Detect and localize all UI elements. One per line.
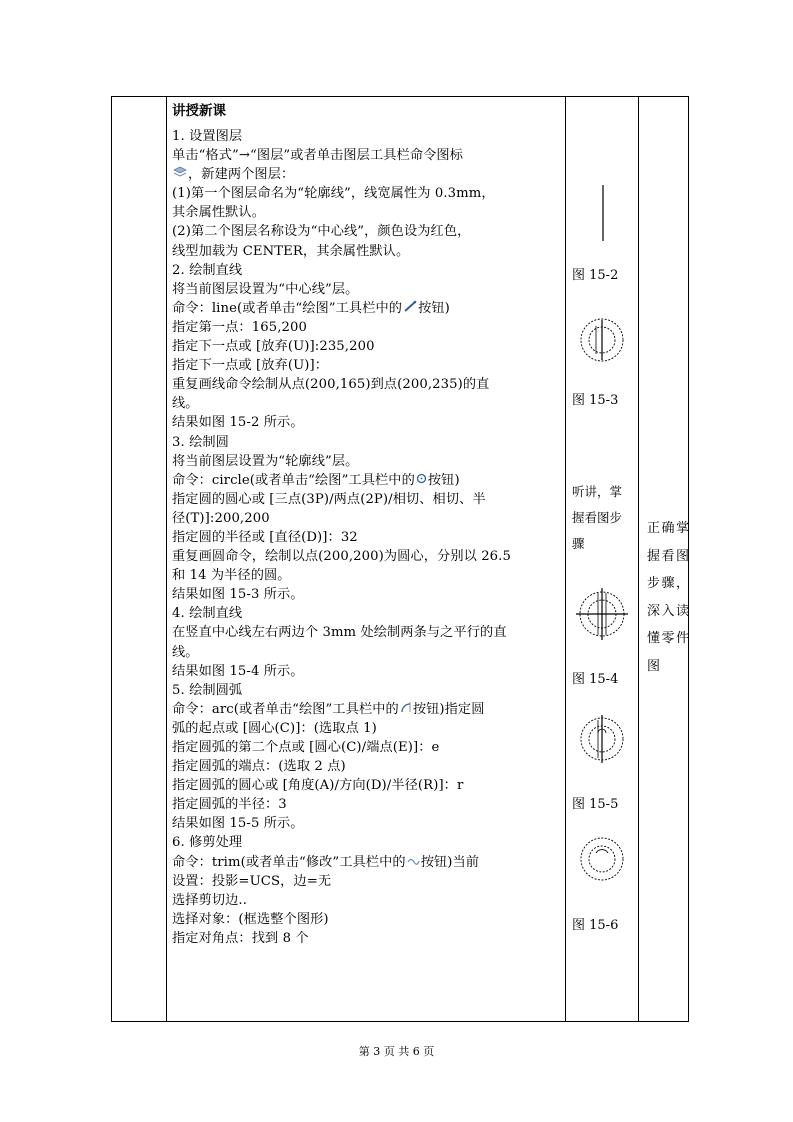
text-line: 重复画圆命令，绘制以点(200,200)为圆心，分别以 26.5 — [172, 549, 511, 565]
text-line: 2. 绘制直线 — [172, 262, 243, 278]
layer-manager-icon — [173, 165, 187, 184]
text-line: 和 14 为半径的圆。 — [172, 568, 291, 584]
text-line — [172, 165, 565, 184]
text-line: (2)第二个图层名称设为“中心线”，颜色设为红色， — [172, 224, 471, 240]
text-line: 结果如图 15-5 所示。 — [172, 816, 304, 832]
page-footer: 第 3 页 共 6 页 — [358, 1045, 435, 1058]
text-line: 弧的起点或 [圆心(C)]：(选取点 1) — [172, 720, 377, 736]
text-line: 线型加载为 CENTER，其余属性默认。 — [172, 243, 410, 259]
figure-15-2-drawing — [596, 185, 610, 243]
figure-15-6-label: 图 15-6 — [572, 918, 619, 933]
text-fragment: ，新建两个图层： — [188, 167, 295, 183]
figure-15-2-label: 图 15-2 — [572, 268, 619, 283]
text-line: 指定圆弧的半径：3 — [172, 797, 287, 813]
teaching-goal: 正确掌握看图步骤，深入读懂零件图 — [647, 521, 689, 674]
text-line: 指定圆弧的第二个点或 [圆心(C)/端点(E)]：e — [172, 740, 440, 755]
text-line — [172, 299, 565, 318]
text-line: 3. 绘制圆 — [172, 434, 229, 450]
text-line: 指定圆弧的端点：(选取 2 点) — [172, 759, 346, 775]
line-tool-icon — [403, 299, 417, 318]
figure-15-4-label: 图 15-4 — [572, 672, 619, 687]
text-fragment: 命令：trim(或者单击“修改”工具栏中的 — [172, 854, 406, 870]
text-fragment: 命令：arc(或者单击“绘图”工具栏中的 — [172, 701, 399, 717]
figure-15-3-label: 图 15-3 — [572, 393, 619, 408]
text-line: 重复画线命令绘制从点(200,165)到点(200,235)的直 — [172, 377, 490, 393]
text-fragment: 按钮)指定圆 — [412, 701, 485, 717]
text-line: 其余属性默认。 — [172, 205, 266, 221]
text-fragment: 按钮) — [418, 300, 450, 316]
text-line: 选择对象：(框选整个图形) — [172, 911, 329, 927]
text-line: 指定圆弧的圆心或 [角度(A)/方向(D)/半径(R)]：r — [172, 778, 464, 794]
text-line: 指定圆的半径或 [直径(D)]：32 — [172, 529, 358, 545]
text-line: 6. 修剪处理 — [172, 835, 243, 851]
text-line: (1)第一个图层命名为“轮廓线”，线宽属性为 0.3mm， — [172, 186, 495, 202]
text-line — [172, 471, 565, 490]
text-line: 选择剪切边.. — [172, 892, 248, 908]
text-fragment: 按钮) — [427, 472, 460, 488]
text-line: 设置：投影=UCS，边=无 — [172, 873, 332, 889]
figures-cell — [566, 97, 639, 1022]
text-line: 1. 设置图层 — [172, 129, 243, 144]
lesson-content-cell — [167, 97, 566, 1022]
text-line — [172, 700, 565, 719]
text-line: 结果如图 15-2 所示。 — [172, 415, 304, 431]
text-line: 在竖直中心线左右两边个 3mm 处绘制两条与之平行的直 — [172, 625, 507, 641]
trim-tool-icon — [407, 853, 420, 872]
text-line: 结果如图 15-4 所示。 — [172, 663, 304, 679]
text-line: 线。 — [172, 644, 199, 660]
figure-15-5-label: 图 15-5 — [572, 797, 619, 812]
text-line: 单击“格式”→“图层”或者单击图层工具栏命令图标 — [172, 148, 463, 164]
text-line: 将当前图层设置为“中心线”层。 — [172, 281, 359, 297]
text-fragment: 按钮)当前 — [420, 854, 480, 870]
circle-tool-icon — [416, 471, 427, 490]
figure-15-4-drawing — [574, 585, 630, 643]
teaching-note: 听讲，掌握看图步骤 — [572, 484, 623, 551]
text-line: 指定圆的圆心或 [三点(3P)/两点(2P)/相切、相切、半 — [172, 491, 486, 507]
text-line: 结果如图 15-3 所示。 — [172, 587, 304, 603]
lesson-table — [111, 96, 689, 1022]
text-line: 指定第一点：165,200 — [172, 319, 307, 335]
text-line — [172, 853, 565, 872]
text-line: 指定对角点：找到 8 个 — [172, 930, 309, 946]
lesson-body — [172, 127, 565, 948]
goal-cell — [639, 97, 689, 1022]
text-fragment: 命令：line(或者单击“绘图”工具栏中的 — [172, 300, 403, 316]
figure-15-6-drawing — [576, 831, 628, 887]
arc-tool-icon — [400, 700, 412, 719]
text-line: 线。 — [172, 396, 199, 412]
text-fragment: 命令：circle(或者单击“绘图”工具栏中的 — [172, 472, 415, 488]
text-line: 5. 绘制圆弧 — [172, 682, 243, 698]
text-line: 径(T)]:200,200 — [172, 510, 270, 526]
figure-15-5-drawing — [576, 711, 628, 767]
text-line: 4. 绘制直线 — [172, 606, 243, 622]
empty-left-column — [112, 97, 167, 1022]
text-line: 指定下一点或 [放弃(U)]： — [172, 358, 329, 374]
text-line: 将当前图层设置为“轮廓线”层。 — [172, 453, 359, 469]
text-line: 指定下一点或 [放弃(U)]:235,200 — [172, 339, 375, 355]
section-title: 讲授新课 — [172, 103, 226, 119]
figure-15-3-drawing — [575, 315, 629, 365]
